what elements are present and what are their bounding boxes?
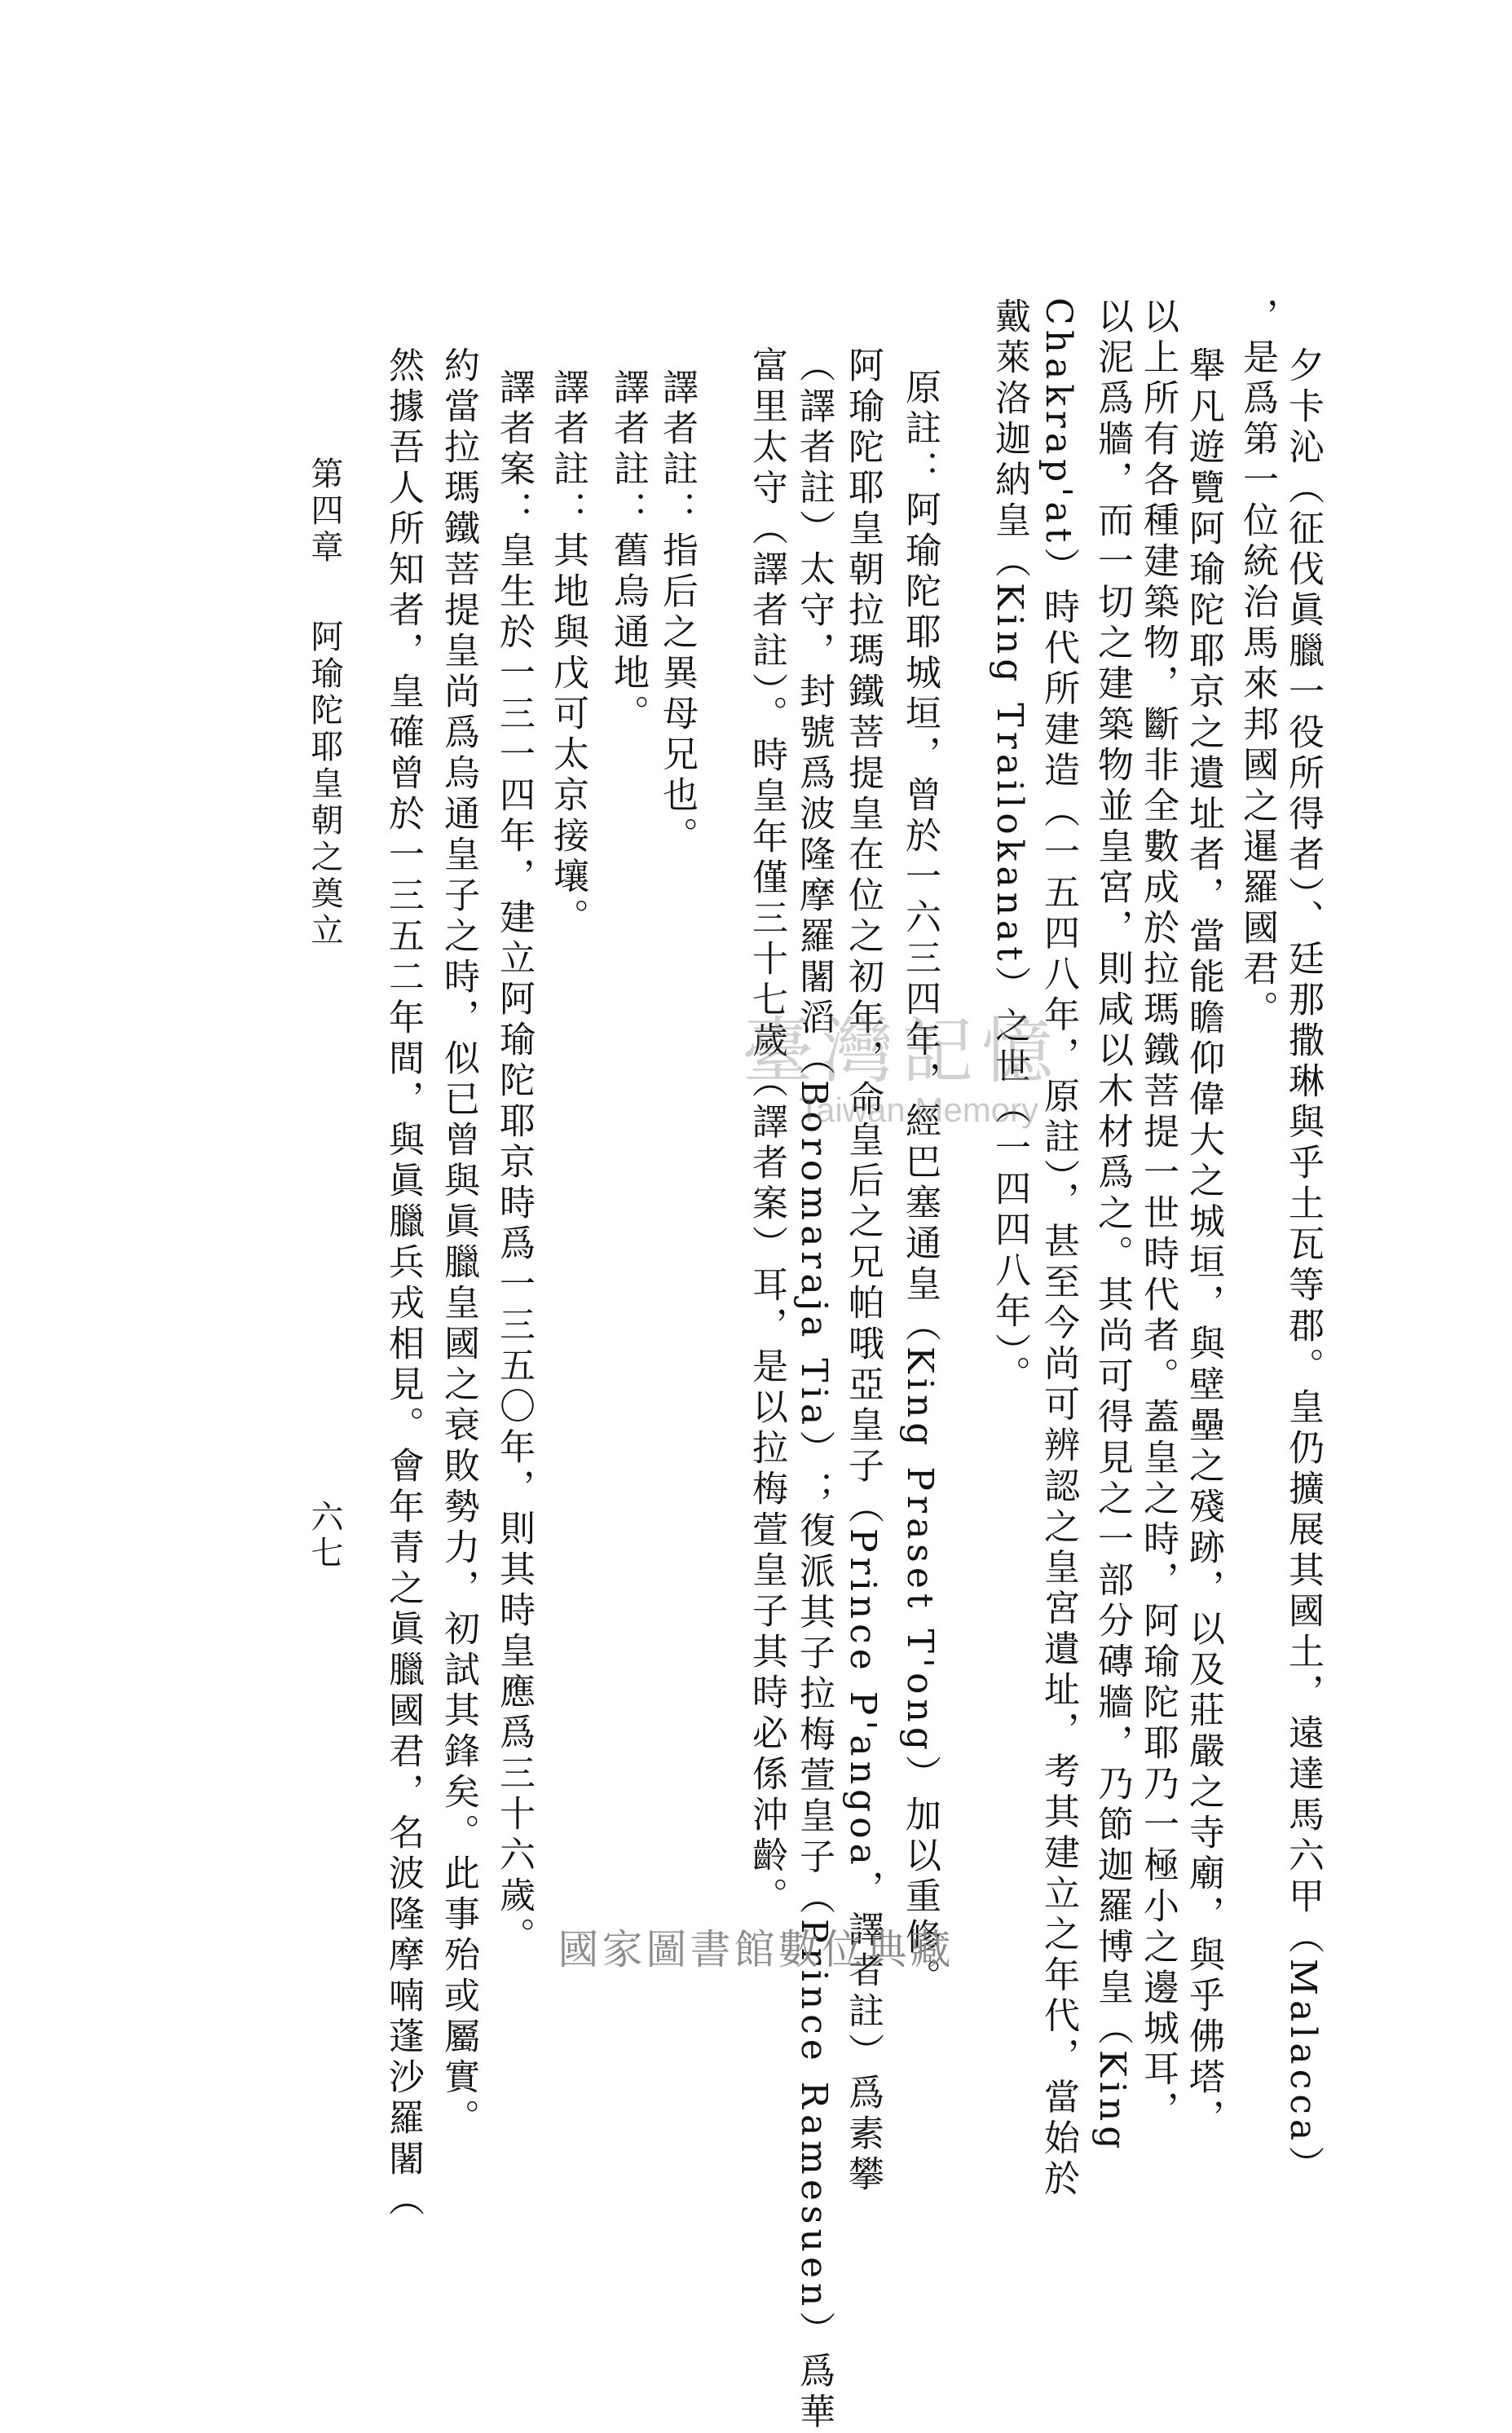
text-column-10: （譯者註）太守，封號爲波隆摩羅闍滔（Boromaraja Tia）；復派其子拉梅萱皇子（Prince Ramesuen）爲華 (793, 346, 835, 2433)
text-column-15: 譯者案：皇生於一三一四年，建立阿瑜陀耶京時爲一三五〇年，則其時皇應爲三十六歲。 (493, 368, 535, 1958)
watermark-english-text: Taiwan Memory (799, 1091, 1039, 1129)
taiwan-memory-watermark (742, 994, 1084, 1149)
page-number: 六七 (306, 1500, 343, 1571)
text-column-5: 以泥爲牆，而一切之建築物並皇宮，則咸以木材爲之。其尚可得見之一部分磚牆，乃節迦羅博皇（King (1091, 298, 1133, 2154)
text-column-1: 夕卡沁（征伐眞臘一役所得者）、廷那撒琳與乎土瓦等郡。皇仍擴展其國土，遠達馬六甲（Malacca） (1282, 346, 1324, 2187)
text-column-9: 阿瑜陀耶皇朝拉瑪鐵菩提皇在位之初年，命皇后之兄帕哦亞皇子（Prince P'angoa，譯者註）爲素攀 (842, 346, 884, 2196)
text-column-3: 舉凡遊覽阿瑜陀耶京之遺址者，當能瞻仰偉大之城垣，與壁壘之殘跡，以及莊嚴之寺廟，與乎佛塔， (1183, 346, 1224, 2140)
text-column-14: 譯者註：其地與戊可太京接壤。 (547, 368, 588, 939)
text-column-11: 富里太守（譯者註）。時皇年僅三十七歲（譯者案）耳，是以拉梅萱皇子其時必係沖齡。 (746, 346, 787, 1918)
running-head-title: 阿瑜陀耶皇朝之奠立 (306, 619, 343, 950)
text-column-17: 然據吾人所知者，皇確曾於一三五二年間，與眞臘兵戎相見。會年青之眞臘國君，名波隆摩喃蓬沙羅闍（ (382, 346, 424, 2221)
text-column-6: Chakrap'at）時代所建造（一五四八年，原註），甚至今尚可辨認之皇宮遺址，考其建立之年代，當始於 (1038, 298, 1079, 2201)
text-column-2: ，是爲第一位統治馬來邦國之暹羅國君。 (1236, 298, 1278, 1031)
running-head-chapter: 第四章 (306, 456, 343, 566)
text-column-7: 戴萊洛迦納皇（King Trailokanat）之世（一四四八年）。 (989, 298, 1030, 1396)
footer-library-credit: 國家圖書館數位典藏 (558, 1926, 954, 1973)
text-column-16: 約當拉瑪鐵菩提皇尚爲烏通皇子之時，似已曾與眞臘皇國之衰敗勢力，初試其鋒矣。此事殆或屬實。 (438, 346, 479, 2140)
text-column-12: 譯者註：指后之異母兄也。 (656, 368, 698, 857)
watermark-chinese-text: 臺灣記憶 (742, 1009, 1062, 1093)
text-column-4: 以上所有各種建築物，斷非全數成於拉瑪鐵菩提一世時代者。蓋皇之時，阿瑜陀耶乃一極小之邊城耳， (1137, 298, 1179, 2131)
text-column-8: 原註：阿瑜陀耶城垣，曾於一六三四年，經巴塞通皇（King Praset T'ong）加以重修。 (899, 368, 941, 2000)
text-column-13: 譯者註：舊烏通地。 (607, 368, 649, 735)
